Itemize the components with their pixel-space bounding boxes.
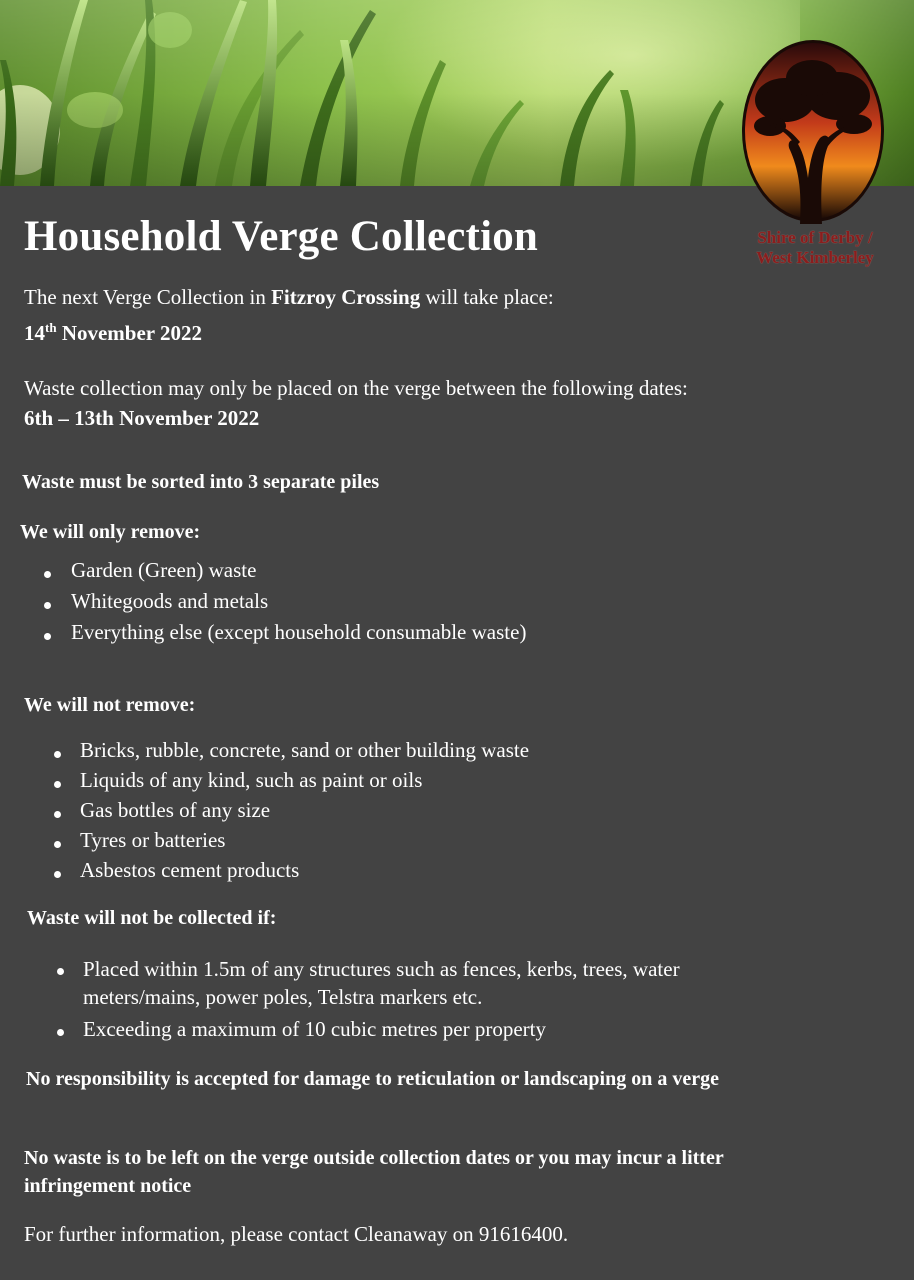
- sorted-note: Waste must be sorted into 3 separate piles: [22, 471, 380, 493]
- list-item-text: Exceeding a maximum of 10 cubic metres per property: [83, 1017, 547, 1041]
- bullet: [54, 751, 61, 758]
- list-item: [44, 586, 526, 617]
- list-item-text: Garden (Green) waste: [71, 558, 257, 582]
- shire-logo-text: [735, 228, 895, 268]
- list-item: [54, 735, 529, 765]
- bullet: [57, 968, 64, 975]
- list-item-text: Liquids of any kind, such as paint or oils: [80, 768, 423, 792]
- litter-warning: No waste is to be left on the verge outside collection dates or you may incur a litter infringement notice: [24, 1147, 724, 1197]
- bullet: [54, 811, 61, 818]
- logo-line-1: Shire of Derby /: [757, 228, 873, 247]
- responsibility-note: No responsibility is accepted for damage to reticulation or landscaping on a verge: [26, 1068, 719, 1090]
- placement-text: Waste collection may only be placed on the verge between the following dates:: [24, 376, 688, 400]
- list-item: [57, 955, 777, 1011]
- intro-text: [24, 282, 554, 312]
- list-item-text: Bricks, rubble, concrete, sand or other building waste: [80, 738, 530, 762]
- logo-line-2: West Kimberley: [756, 248, 874, 267]
- date-rest: November 2022: [56, 321, 202, 345]
- placement-dates: 6th – 13th November 2022: [24, 406, 260, 430]
- not-remove-heading: We will not remove:: [24, 694, 196, 716]
- list-item: [54, 825, 529, 855]
- bullet: [54, 781, 61, 788]
- list-item-text: Placed within 1.5m of any structures such as fences, kerbs, trees, water meters/mains, power poles, Telstra markers etc.: [83, 957, 680, 1009]
- remove-list: [44, 555, 526, 648]
- shire-logo: [740, 38, 886, 224]
- remove-heading: We will only remove:: [20, 521, 201, 543]
- date-suffix: th: [45, 320, 57, 335]
- bullet: [54, 841, 61, 848]
- intro-text-before: The next Verge Collection in: [24, 285, 272, 309]
- not-remove-list: [54, 735, 529, 885]
- date-day: 14: [24, 321, 45, 345]
- not-collected-list: [57, 955, 777, 1044]
- contact-info: For further information, please contact Cleanaway on 91616400.: [24, 1222, 569, 1246]
- list-item: [54, 855, 529, 885]
- bullet: [54, 871, 61, 878]
- list-item: [54, 795, 529, 825]
- bullet: [44, 633, 51, 640]
- intro-text-after: will take place:: [420, 285, 554, 309]
- page-title: Household Verge Collection: [24, 213, 539, 260]
- list-item: [44, 617, 526, 648]
- list-item-text: Tyres or batteries: [80, 828, 226, 852]
- list-item: [54, 765, 529, 795]
- list-item-text: Gas bottles of any size: [80, 798, 271, 822]
- bullet: [44, 571, 51, 578]
- list-item-text: Asbestos cement products: [80, 858, 300, 882]
- intro-location: Fitzroy Crossing: [271, 285, 421, 309]
- collection-date: [24, 313, 202, 348]
- bullet: [57, 1029, 64, 1036]
- list-item-text: Everything else (except household consumable waste): [71, 620, 527, 644]
- list-item: [44, 555, 526, 586]
- not-collected-heading: Waste will not be collected if:: [27, 907, 277, 929]
- bullet: [44, 602, 51, 609]
- list-item: [57, 1014, 777, 1044]
- list-item-text: Whitegoods and metals: [71, 589, 269, 613]
